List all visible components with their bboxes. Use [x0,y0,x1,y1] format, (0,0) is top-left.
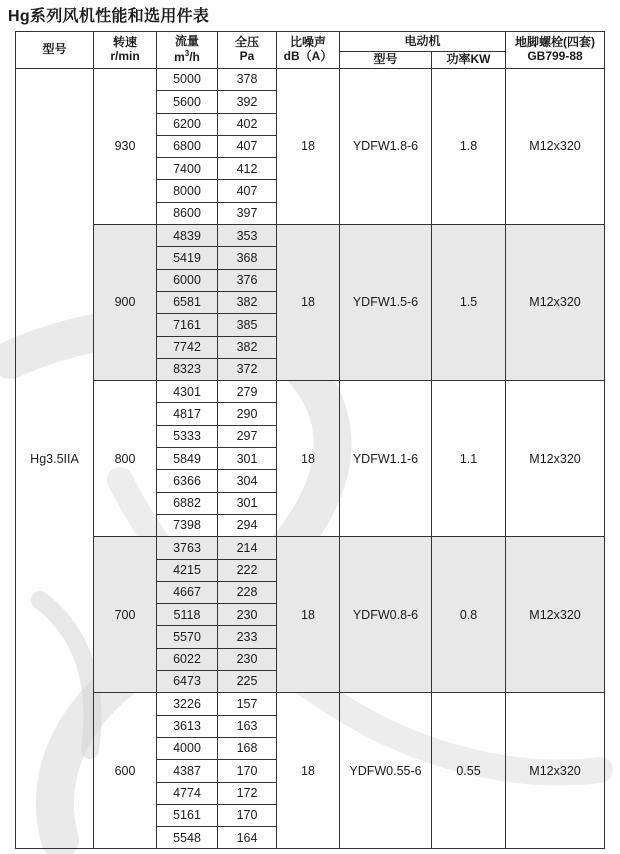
header-model: 型号 [16,32,94,69]
table-row [16,537,605,559]
pressure-cell: 407 [218,135,277,157]
header-bolt: 地脚螺栓(四套) GB799-88 [506,32,605,69]
motor-power-cell: 0.8 [432,537,506,693]
bolt-cell: M12x320 [506,537,605,693]
motor-model-cell: YDFW0.8-6 [340,537,432,693]
bolt-cell: M12x320 [506,693,605,849]
flow-cell: 3226 [157,693,218,715]
page-title: Hg系列风机性能和选用件表 [8,8,210,25]
header-speed: 转速 r/min [94,32,157,69]
pressure-cell: 301 [218,492,277,514]
pressure-cell: 382 [218,336,277,358]
pressure-cell: 157 [218,693,277,715]
pressure-cell: 297 [218,425,277,447]
pressure-cell: 392 [218,91,277,113]
speed-cell: 600 [94,693,157,849]
header-pressure: 全压 Pa [218,32,277,69]
pressure-cell: 376 [218,269,277,291]
flow-cell: 5548 [157,827,218,849]
motor-model-cell: YDFW1.1-6 [340,381,432,537]
flow-cell: 5161 [157,804,218,826]
flow-cell: 4215 [157,559,218,581]
pressure-cell: 225 [218,671,277,693]
flow-cell: 5000 [157,69,218,91]
table-row [16,69,605,91]
flow-cell: 5333 [157,425,218,447]
table-row [16,693,605,715]
speed-cell: 930 [94,69,157,225]
header-flow: 流量 $m^3/h$ [157,32,218,69]
flow-cell: 5419 [157,247,218,269]
flow-cell: 4301 [157,381,218,403]
flow-cell: 6366 [157,470,218,492]
pressure-cell: 402 [218,113,277,135]
pressure-cell: 385 [218,314,277,336]
noise-cell: 18 [277,537,340,693]
table-row [16,381,605,403]
motor-power-cell: 1.1 [432,381,506,537]
pressure-cell: 214 [218,537,277,559]
motor-model-cell: YDFW1.8-6 [340,69,432,225]
pressure-cell: 163 [218,715,277,737]
flow-cell: 6000 [157,269,218,291]
pressure-cell: 172 [218,782,277,804]
flow-cell: 4839 [157,225,218,247]
spec-table [15,31,605,849]
pressure-cell: 168 [218,737,277,759]
flow-cell: 7161 [157,314,218,336]
header-noise: 比噪声 dB（A） [277,32,340,69]
header-motor: 电动机 [340,32,506,52]
pressure-cell: 382 [218,291,277,313]
flow-cell: 7398 [157,514,218,536]
pressure-cell: 407 [218,180,277,202]
bolt-cell: M12x320 [506,225,605,381]
pressure-cell: 397 [218,202,277,224]
header-motor-power: 功率KW [432,52,506,69]
pressure-cell: 170 [218,760,277,782]
motor-power-cell: 1.5 [432,225,506,381]
pressure-cell: 372 [218,358,277,380]
noise-cell: 18 [277,381,340,537]
flow-cell: 4774 [157,782,218,804]
pressure-cell: 294 [218,514,277,536]
noise-cell: 18 [277,693,340,849]
speed-cell: 900 [94,225,157,381]
flow-cell: 8323 [157,358,218,380]
motor-power-cell: 0.55 [432,693,506,849]
flow-cell: 5849 [157,448,218,470]
pressure-cell: 378 [218,69,277,91]
flow-cell: 4000 [157,737,218,759]
model-cell: Hg3.5IIA [16,69,94,849]
flow-cell: 6473 [157,671,218,693]
flow-cell: 8000 [157,180,218,202]
flow-cell: 3613 [157,715,218,737]
pressure-cell: 412 [218,158,277,180]
flow-cell: 3763 [157,537,218,559]
flow-cell: 6581 [157,291,218,313]
flow-cell: 6800 [157,135,218,157]
pressure-cell: 368 [218,247,277,269]
pressure-cell: 164 [218,827,277,849]
flow-cell: 7400 [157,158,218,180]
motor-power-cell: 1.8 [432,69,506,225]
noise-cell: 18 [277,225,340,381]
flow-cell: 5570 [157,626,218,648]
pressure-cell: 233 [218,626,277,648]
noise-cell: 18 [277,69,340,225]
motor-model-cell: YDFW0.55-6 [340,693,432,849]
pressure-cell: 279 [218,381,277,403]
flow-cell: 6022 [157,648,218,670]
flow-cell: 6200 [157,113,218,135]
flow-cell: 4667 [157,581,218,603]
flow-cell: 5600 [157,91,218,113]
table-row [16,225,605,247]
pressure-cell: 170 [218,804,277,826]
speed-cell: 800 [94,381,157,537]
speed-cell: 700 [94,537,157,693]
flow-cell: 4387 [157,760,218,782]
flow-cell: 8600 [157,202,218,224]
header-motor-model: 型号 [340,52,432,69]
pressure-cell: 301 [218,448,277,470]
pressure-cell: 230 [218,648,277,670]
flow-cell: 6882 [157,492,218,514]
bolt-cell: M12x320 [506,381,605,537]
pressure-cell: 230 [218,604,277,626]
pressure-cell: 228 [218,581,277,603]
pressure-cell: 222 [218,559,277,581]
bolt-cell: M12x320 [506,69,605,225]
pressure-cell: 304 [218,470,277,492]
pressure-cell: 290 [218,403,277,425]
pressure-cell: 353 [218,225,277,247]
flow-cell: 4817 [157,403,218,425]
motor-model-cell: YDFW1.5-6 [340,225,432,381]
flow-cell: 5118 [157,604,218,626]
flow-cell: 7742 [157,336,218,358]
